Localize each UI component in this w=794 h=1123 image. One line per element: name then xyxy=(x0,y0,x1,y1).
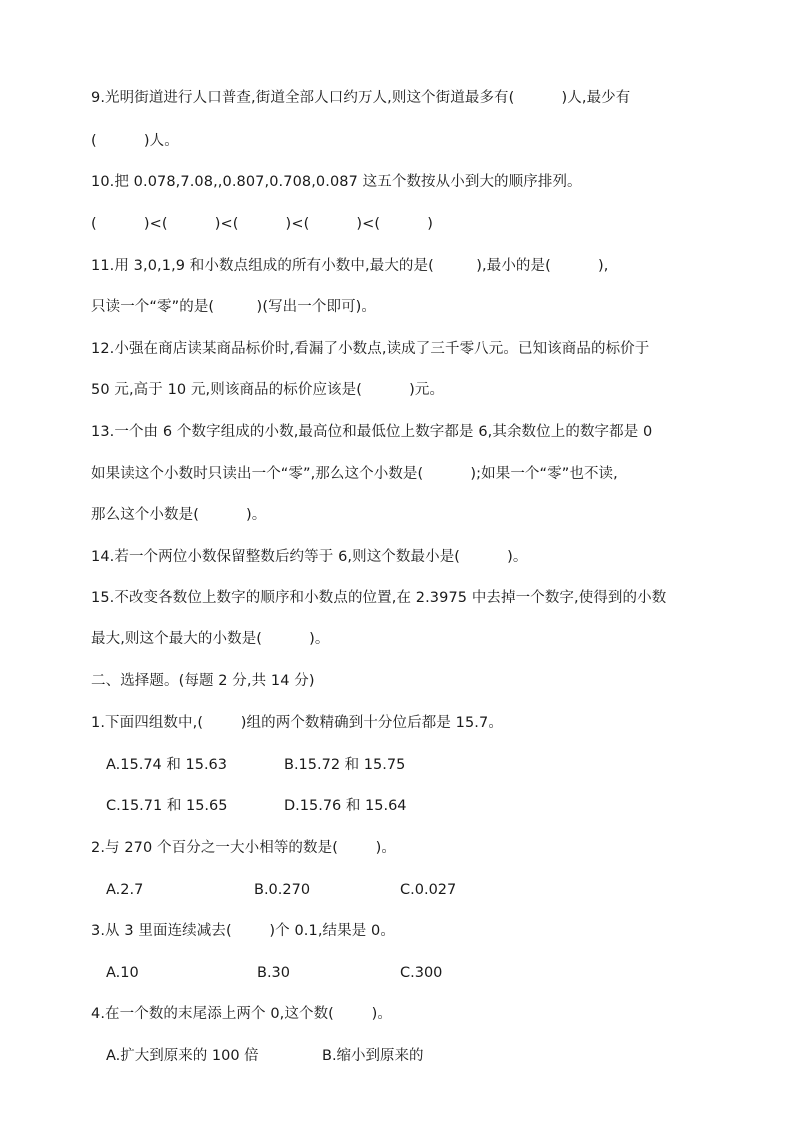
choice-question-1-option-b: B.15.72 和 15.75 xyxy=(284,757,406,773)
choice-question-3-stem: 3.从 3 里面连续减去( )个 0.1,结果是 0。 xyxy=(91,923,395,939)
choice-question-2-option-a: A.2.7 xyxy=(106,882,144,898)
choice-question-2-option-b: B.0.270 xyxy=(254,882,311,898)
choice-question-3-option-a: A.10 xyxy=(106,965,139,981)
question-11-line-2: 只读一个“零”的是( )(写出一个即可)。 xyxy=(91,299,377,315)
choice-question-2-option-c: C.0.027 xyxy=(400,882,457,898)
choice-question-1-option-a: A.15.74 和 15.63 xyxy=(106,757,228,773)
choice-question-1-option-c: C.15.71 和 15.65 xyxy=(106,798,228,814)
choice-question-3-option-c: C.300 xyxy=(400,965,443,981)
choice-question-4-option-a: A.扩大到原来的 100 倍 xyxy=(106,1048,259,1064)
question-10-line-1: 10.把 0.078,7.08,,0.807,0.708,0.087 这五个数按从小到大的顺序排列。 xyxy=(91,174,582,190)
question-13-line-3: 那么这个小数是( )。 xyxy=(91,507,267,523)
question-10-line-2: ( )<( )<( )<( )<( ) xyxy=(91,216,434,232)
choice-question-4-option-b: B.缩小到原来的 xyxy=(322,1048,424,1064)
choice-question-3-option-b: B.30 xyxy=(257,965,291,981)
choice-question-4-stem: 4.在一个数的末尾添上两个 0,这个数( )。 xyxy=(91,1006,392,1022)
question-9-line-1: 9.光明街道进行人口普查,街道全部人口约万人,则这个街道最多有( )人,最少有 xyxy=(91,90,631,106)
question-13-line-1: 13.一个由 6 个数字组成的小数,最高位和最低位上数字都是 6,其余数位上的数字都是 0 xyxy=(91,424,653,440)
choice-question-1-option-d: D.15.76 和 15.64 xyxy=(284,798,407,814)
question-14: 14.若一个两位小数保留整数后约等于 6,则这个数最小是( )。 xyxy=(91,549,528,565)
question-9-line-2: ( )人。 xyxy=(91,133,179,149)
question-11-line-1: 11.用 3,0,1,9 和小数点组成的所有小数中,最大的是( ),最小的是( ), xyxy=(91,258,609,274)
question-12-line-2: 50 元,高于 10 元,则该商品的标价应该是( )元。 xyxy=(91,382,445,398)
question-13-line-2: 如果读这个小数时只读出一个“零”,那么这个小数是( );如果一个“零”也不读, xyxy=(91,466,618,482)
choice-question-1-stem: 1.下面四组数中,( )组的两个数精确到十分位后都是 15.7。 xyxy=(91,715,503,731)
question-15-line-2: 最大,则这个最大的小数是( )。 xyxy=(91,631,330,647)
question-15-line-1: 15.不改变各数位上数字的顺序和小数点的位置,在 2.3975 中去掉一个数字,使得到的小数 xyxy=(91,590,667,606)
choice-question-2-stem: 2.与 270 个百分之一大小相等的数是( )。 xyxy=(91,840,397,856)
section-2-heading: 二、选择题。(每题 2 分,共 14 分) xyxy=(91,673,315,689)
question-12-line-1: 12.小强在商店读某商品标价时,看漏了小数点,读成了三千零八元。已知该商品的标价于 xyxy=(91,341,650,357)
